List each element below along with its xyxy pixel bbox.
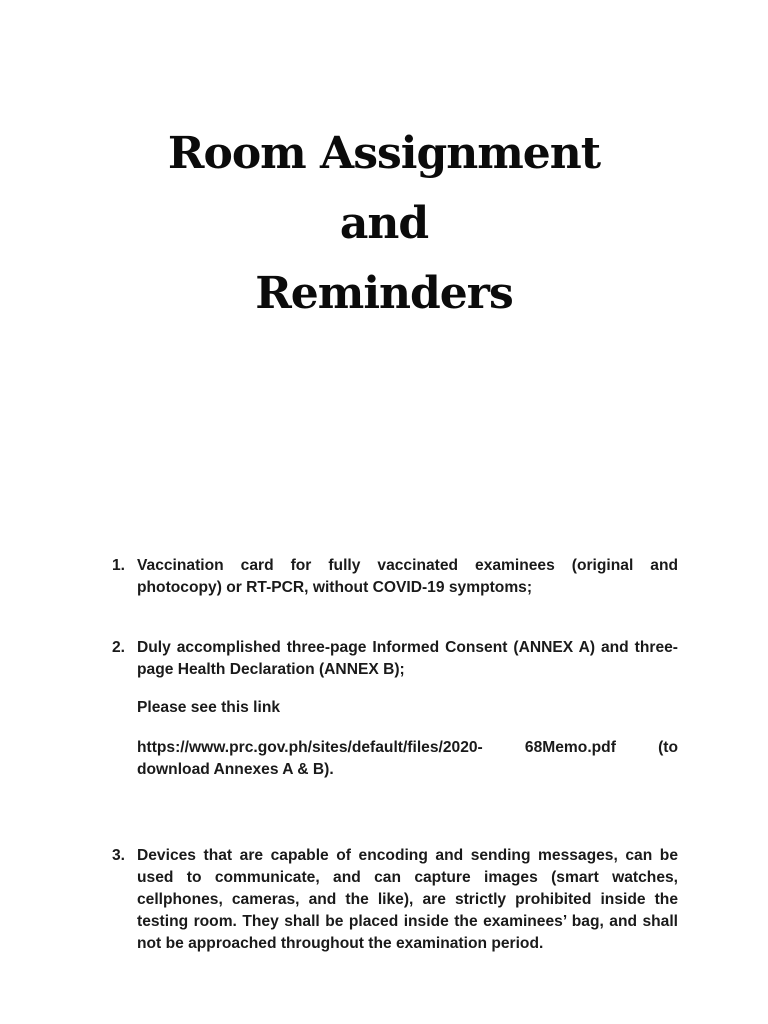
reminder-item-3 [112,845,678,955]
reminder-item-2 [112,637,678,681]
link-intro: Please see this link [137,699,281,716]
item-text: Vaccination card for fully vaccinated examinees (original and photocopy) or RT-PCR, without COVID-19 symptoms; [137,557,678,596]
item-number: 1. [112,557,126,574]
title-line-3: Reminders [255,268,513,319]
title-line-2: and [339,198,429,249]
item-number: 3. [112,847,126,864]
item-number: 2. [112,639,126,656]
item-text: Duly accomplished three-page Informed Consent (ANNEX A) and three-page Health Declaration (ANNEX B); [137,639,678,678]
reminder-item-1 [112,555,678,599]
title-line-1: Room Assignment [167,128,601,179]
item-text: Devices that are capable of encoding and sending messages, can be used to communicate, and can capture images (smart watches, cellphones, cameras, and the like), are strictly prohibited inside the testing room. They shall be placed inside the examinees’ bag, and shall not be approached throughout the examination period. [137,847,678,952]
annex-download-link[interactable]: https://www.prc.gov.ph/sites/default/files/2020- 68Memo.pdf (to download Annexes A & B). [137,739,678,778]
